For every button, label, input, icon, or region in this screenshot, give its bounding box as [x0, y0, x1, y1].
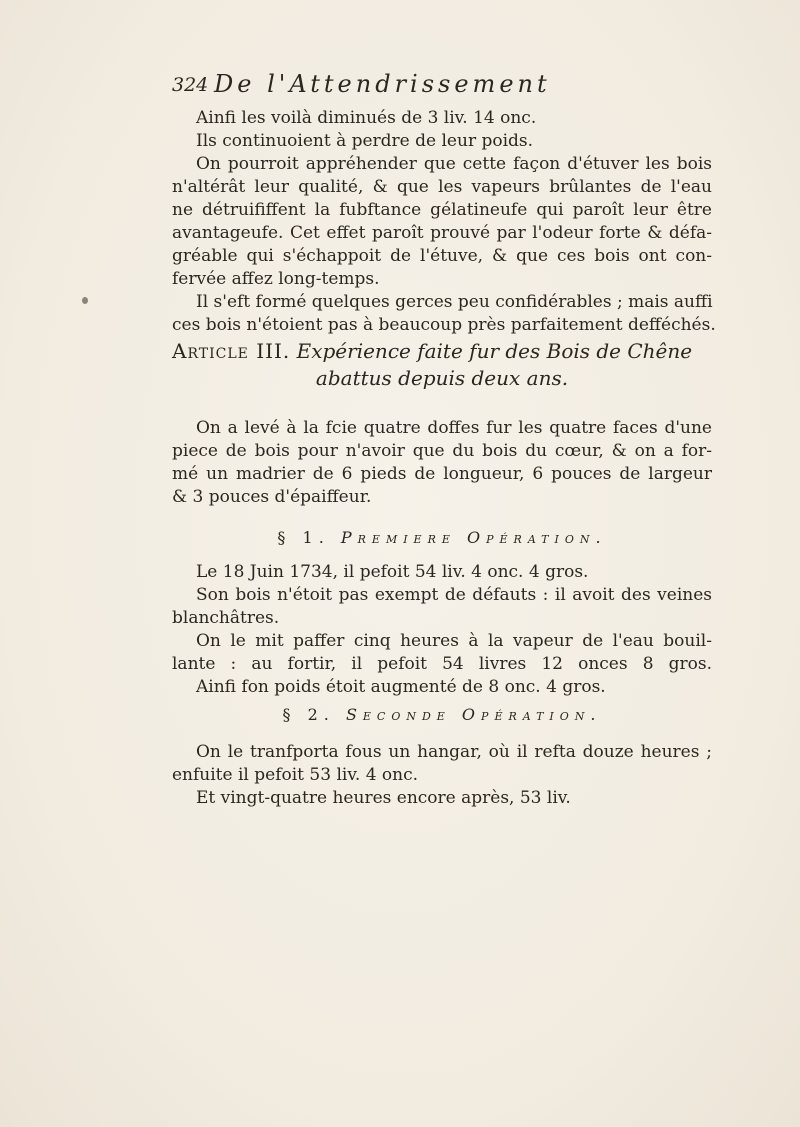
section-2-number: § 2. — [282, 705, 335, 724]
section-heading-2 — [172, 705, 712, 724]
text-line: piece de bois pour n'avoir que du bois du cœur, & on a for- — [172, 441, 712, 461]
section-2-title: Seconde Opération. — [345, 705, 602, 724]
paragraph-block-4 — [172, 741, 712, 810]
text-line: On le mit paffer cinq heures à la vapeur de l'eau bouil- — [196, 631, 712, 651]
text-line: mé un madrier de 6 pieds de longueur, 6 pouces de largeur — [172, 464, 712, 484]
section-1-title: Premiere Opération. — [340, 528, 607, 547]
text-line: On a levé à la fcie quatre doffes fur les quatre faces d'une — [196, 418, 712, 438]
text-line: lante : au fortir, il pefoit 54 livres 12 onces 8 gros. — [172, 654, 712, 674]
text-line: fervée affez long-temps. — [172, 269, 380, 289]
text-line: On le tranfporta fous un hangar, où il refta douze heures ; — [196, 742, 712, 762]
text-line: ne détruififfent la fubftance gélatineufe qui paroît leur être — [172, 200, 712, 220]
text-line: Il s'eft formé quelques gerces peu confidérables ; mais auffi — [196, 292, 713, 312]
article-title-line2: abattus depuis deux ans. — [315, 366, 569, 390]
section-heading-1 — [172, 528, 712, 547]
page-number: 324 — [172, 74, 209, 96]
text-line: avantageufe. Cet effet paroît prouvé par l'odeur forte & défa- — [172, 223, 712, 243]
text-line: Ainfi fon poids étoit augmenté de 8 onc. 4 gros. — [196, 677, 606, 697]
paragraph-block-3 — [172, 561, 712, 699]
text-line: Son bois n'étoit pas exempt de défauts : il avoit des veines — [196, 585, 712, 605]
article-title-line1: Expérience faite fur des Bois de Chêne — [296, 339, 693, 363]
text-line: On pourroit appréhender que cette façon d'étuver les bois — [196, 154, 712, 174]
text-line: enfuite il pefoit 53 liv. 4 onc. — [172, 765, 419, 785]
running-title: De l'Attendrissement — [214, 70, 551, 98]
text-line: blanchâtres. — [172, 608, 280, 628]
paragraph-block-2 — [172, 417, 712, 509]
text-line: Le 18 Juin 1734, il pefoit 54 liv. 4 onc. 4 gros. — [196, 562, 589, 582]
article-heading — [172, 338, 712, 392]
text-line: Ainfi les voilà diminués de 3 liv. 14 onc. — [196, 108, 537, 128]
section-1-number: § 1. — [277, 528, 330, 547]
text-line: Et vingt-quatre heures encore après, 53 liv. — [196, 788, 571, 808]
text-line: gréable qui s'échappoit de l'étuve, & que ces bois ont con- — [172, 246, 712, 266]
paragraph-block-1 — [172, 107, 716, 337]
paper-spot — [82, 297, 88, 304]
text-line: Ils continuoient à perdre de leur poids. — [196, 131, 534, 151]
page-header — [172, 70, 712, 106]
article-label: Article III. — [172, 339, 291, 363]
text-line: ces bois n'étoient pas à beaucoup près parfaitement defféchés. — [172, 315, 716, 335]
text-line: n'altérât leur qualité, & que les vapeurs brûlantes de l'eau — [172, 177, 712, 197]
text-line: & 3 pouces d'épaiffeur. — [172, 487, 372, 507]
